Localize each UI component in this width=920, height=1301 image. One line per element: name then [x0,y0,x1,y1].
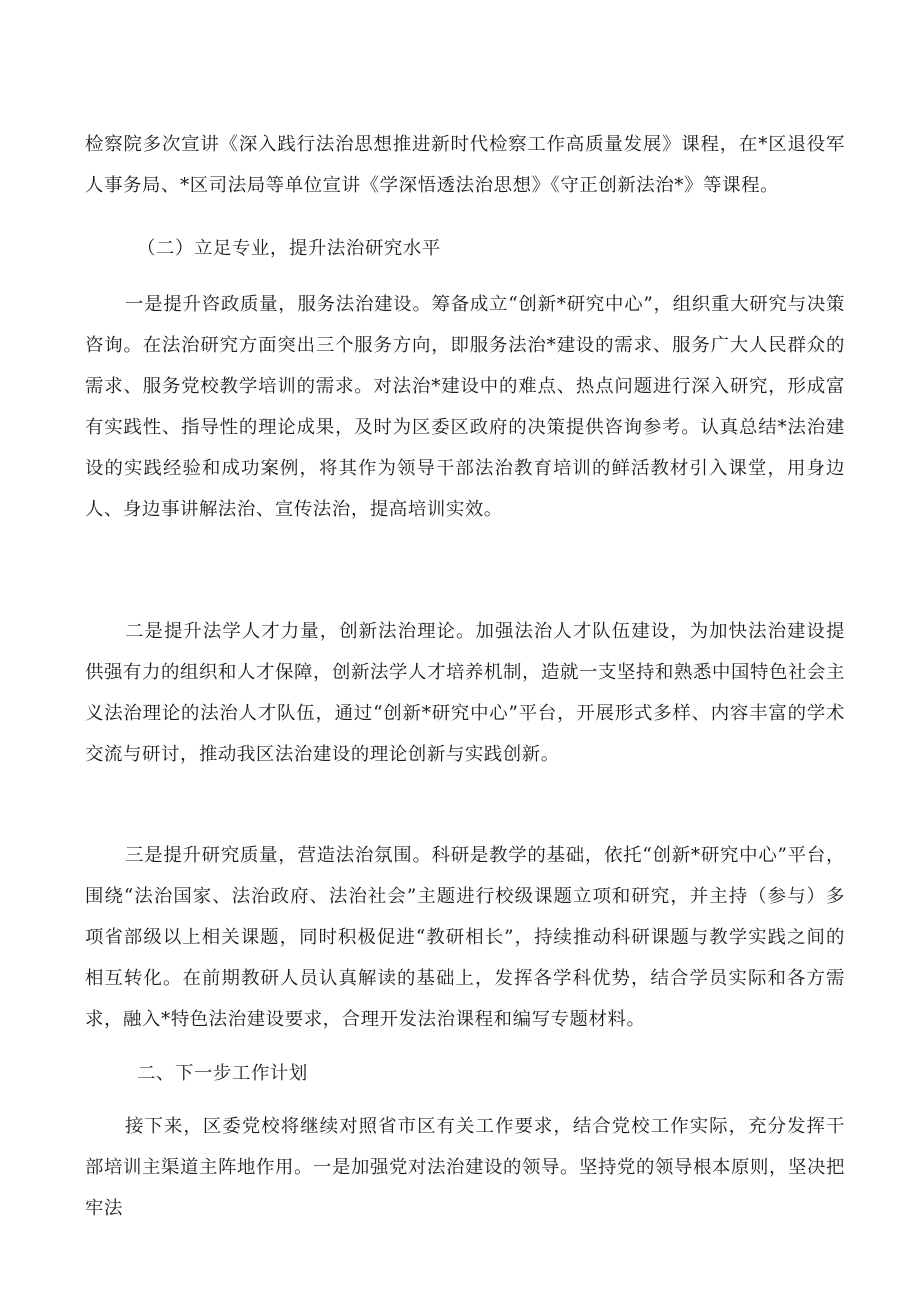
paragraph-research: 三是提升研究质量，营造法治氛围。科研是教学的基础，依托“创新*研究中心”平台，围绕“法治国家、法治政府、法治社会”主题进行校级课题立项和研究，并主持（参与）多项省部级以上相关课题，同时积极促进“教研相长”，持续推动科研课题与教学实践之间的相互转化。在前期教研人员认真解读的基础上，发挥各学科优势，结合学员实际和各方需求，融入*特色法治建设要求，合理开发法治课程和编写专题材料。 [85,845,845,1030]
paragraph-consulting: 一是提升咨政质量，服务法治建设。筹备成立“创新*研究中心”，组织重大研究与决策咨询。在法治研究方面突出三个服务方向，即服务法治*建设的需求、服务广大人民群众的需求、服务党校教学培训的需求。对法治*建设中的难点、热点问题进行深入研究，形成富有实践性、指导性的理论成果，及时为区委区政府的决策提供咨询参考。认真总结*法治建设的实践经验和成功案例，将其作为领导干部法治教育培训的鲜活教材引入课堂，用身边人、身边事讲解法治、宣传法治，提高培训实效。 [85,294,845,520]
section-heading-2: （二）立足专业，提升法治研究水平 [137,238,441,259]
paragraph-talent: 二是提升法学人才力量，创新法治理论。加强法治人才队伍建设，为加快法治建设提供强有力的组织和人才保障，创新法学人才培养机制，造就一支坚持和熟悉中国特色社会主义法治理论的法治人才队伍，通过“创新*研究中心”平台，开展形式多样、内容丰富的学术交流与研讨，推动我区法治建设的理论创新与实践创新。 [85,621,845,765]
section-heading-next-plan: 二、下一步工作计划 [137,1063,308,1084]
paragraph-continuation: 检察院多次宣讲《深入践行法治思想推进新时代检察工作高质量发展》课程，在*区退役军人事务局、*区司法局等单位宣讲《学深悟透法治思想》《守正创新法治*》等课程。 [85,134,845,196]
paragraph-plan: 接下来，区委党校将继续对照省市区有关工作要求，结合党校工作实际，充分发挥干部培训主渠道主阵地作用。一是加强党对法治建设的领导。坚持党的领导根本原则，坚决把牢法 [85,1116,845,1219]
